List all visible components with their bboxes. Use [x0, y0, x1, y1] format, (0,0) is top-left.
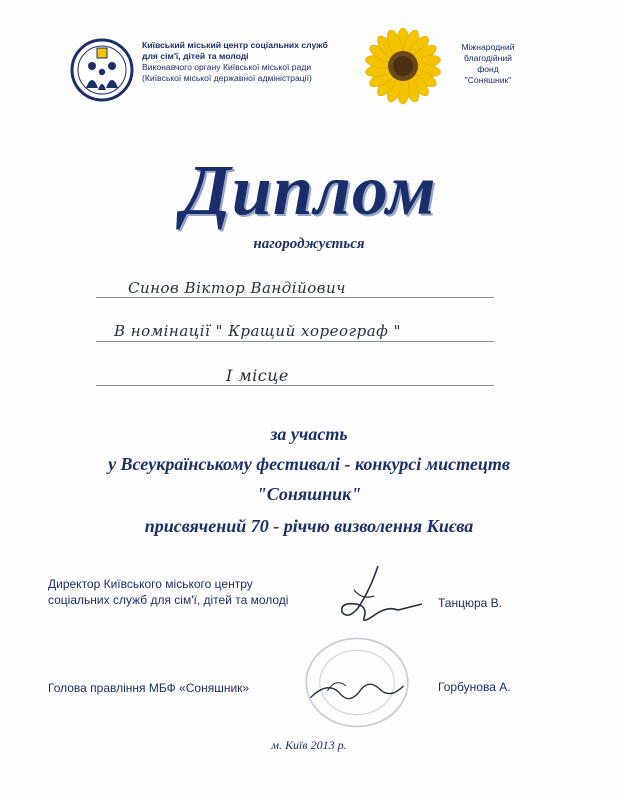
fund-line: благодійний — [464, 53, 512, 63]
chairman-label — [48, 680, 249, 696]
participation-line: за участь — [270, 424, 348, 444]
round-stamp — [292, 630, 422, 740]
signature-director — [318, 560, 428, 630]
fund-line: "Соняшник" — [464, 75, 512, 85]
fund-name — [448, 42, 528, 86]
city-center-logo-icon — [70, 38, 134, 102]
fund-line: фонд — [477, 64, 499, 74]
city-center-name — [142, 40, 362, 84]
place-text: І місце — [226, 366, 289, 385]
fund-line: Міжнародний — [461, 42, 515, 52]
diploma-title: Диплом — [181, 150, 437, 230]
chairman-label-line: Голова правління МБФ «Соняшник» — [48, 681, 250, 695]
director-label — [48, 576, 288, 608]
chairman-name: Горбунова А. — [438, 680, 511, 694]
city-center-line: Київський міський центр соціальних служб — [142, 40, 328, 50]
director-name: Танцюра В. — [438, 596, 502, 610]
dedication-line: присвячений 70 - річчю визволення Києва — [144, 516, 474, 536]
place-date: м. Київ 2013 р. — [271, 738, 347, 752]
city-center-line: для сім'ї, дітей та молоді — [142, 51, 249, 61]
city-center-line: Виконавчого органу Київської міської ради — [142, 62, 312, 72]
place-underline — [96, 385, 494, 386]
recipient-name: Синов Віктор Вандійович — [128, 279, 347, 297]
festival-name-line: "Соняшник" — [256, 484, 362, 504]
director-label-line: Директор Київського міського центру — [48, 577, 253, 591]
city-center-line: (Київської міської державної адміністрації) — [142, 73, 312, 83]
name-underline — [96, 297, 494, 298]
sunflower-logo-icon — [362, 26, 444, 106]
festival-line: у Всеукраїнському фестивалі - конкурсі мистецтв — [108, 454, 510, 474]
director-label-line: соціальних служб для сім'ї, дітей та молоді — [48, 593, 289, 607]
nomination-underline — [96, 341, 494, 342]
nomination-text: В номінації " Кращий хореограф " — [114, 322, 402, 340]
awarded-text: нагороджується — [253, 236, 365, 252]
